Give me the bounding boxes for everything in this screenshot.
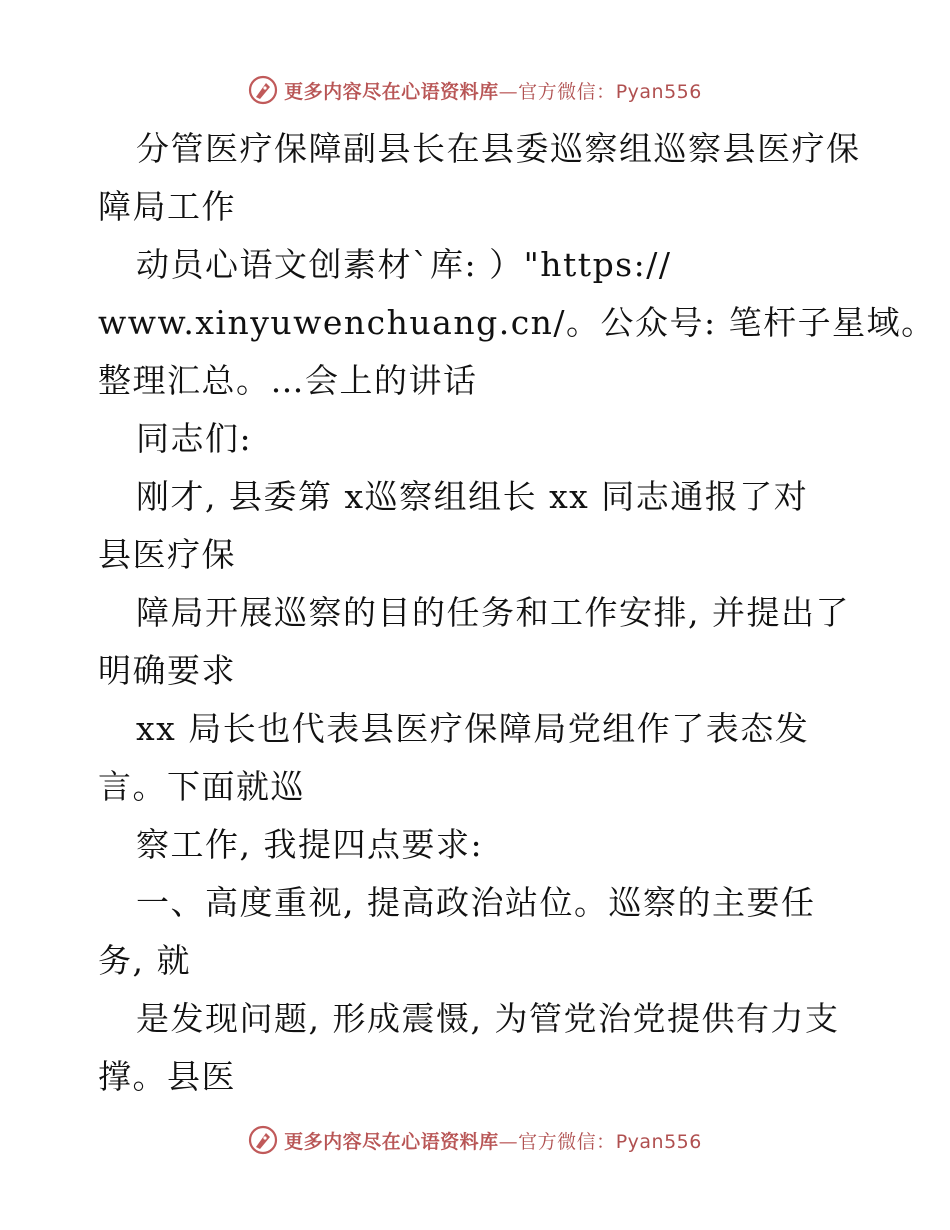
pen-nib-logo-icon (248, 1125, 278, 1155)
text-line: www.xinyuwenchuang.cn/。公众号: 笔杆子星域。 (98, 303, 936, 342)
header-watermark-banner (0, 70, 950, 110)
text-line: 同志们: (136, 419, 253, 458)
text-line: 整理汇总。…会上的讲话 (98, 361, 478, 400)
footer-banner-main: 更多内容尽在心语资料库 (284, 1130, 499, 1153)
text-line: 障局开展巡察的目的任务和工作安排, 并提出了 (136, 593, 850, 632)
text-line: 务, 就 (98, 941, 191, 980)
text-line: 言。下面就巡 (98, 767, 305, 806)
text-line: 分管医疗保障副县长在县委巡察组巡察县医疗保 (136, 129, 861, 168)
text-line: 一、高度重视, 提高政治站位。巡察的主要任 (136, 883, 816, 922)
document-body (98, 120, 936, 1106)
text-line: 障局工作 (98, 187, 236, 226)
text-line: 明确要求 (98, 651, 236, 690)
header-banner-account: Pyan556 (615, 80, 702, 103)
footer-banner-dash: — (498, 1130, 519, 1153)
text-line: 刚才, 县委第 x巡察组组长 xx 同志通报了对 (136, 477, 809, 516)
text-line: 是发现问题, 形成震慑, 为管党治党提供有力支 (136, 999, 840, 1038)
header-banner-label: 官方微信： (518, 80, 616, 103)
text-line: xx 局长也代表县医疗保障局党组作了表态发 (136, 709, 810, 748)
footer-banner-account: Pyan556 (615, 1130, 702, 1153)
header-banner-main: 更多内容尽在心语资料库 (284, 80, 499, 103)
pen-nib-logo-icon (248, 75, 278, 105)
header-banner-text (284, 77, 702, 104)
text-line: 撑。县医 (98, 1057, 236, 1096)
text-line: 察工作, 我提四点要求: (136, 825, 484, 864)
footer-banner-label: 官方微信： (518, 1130, 616, 1153)
footer-watermark-banner (0, 1120, 950, 1160)
footer-banner-text (284, 1127, 702, 1154)
text-line: 动员心语文创素材`库: ）"https:// (136, 245, 672, 284)
text-line: 县医疗保 (98, 535, 236, 574)
header-banner-dash: — (498, 80, 519, 103)
